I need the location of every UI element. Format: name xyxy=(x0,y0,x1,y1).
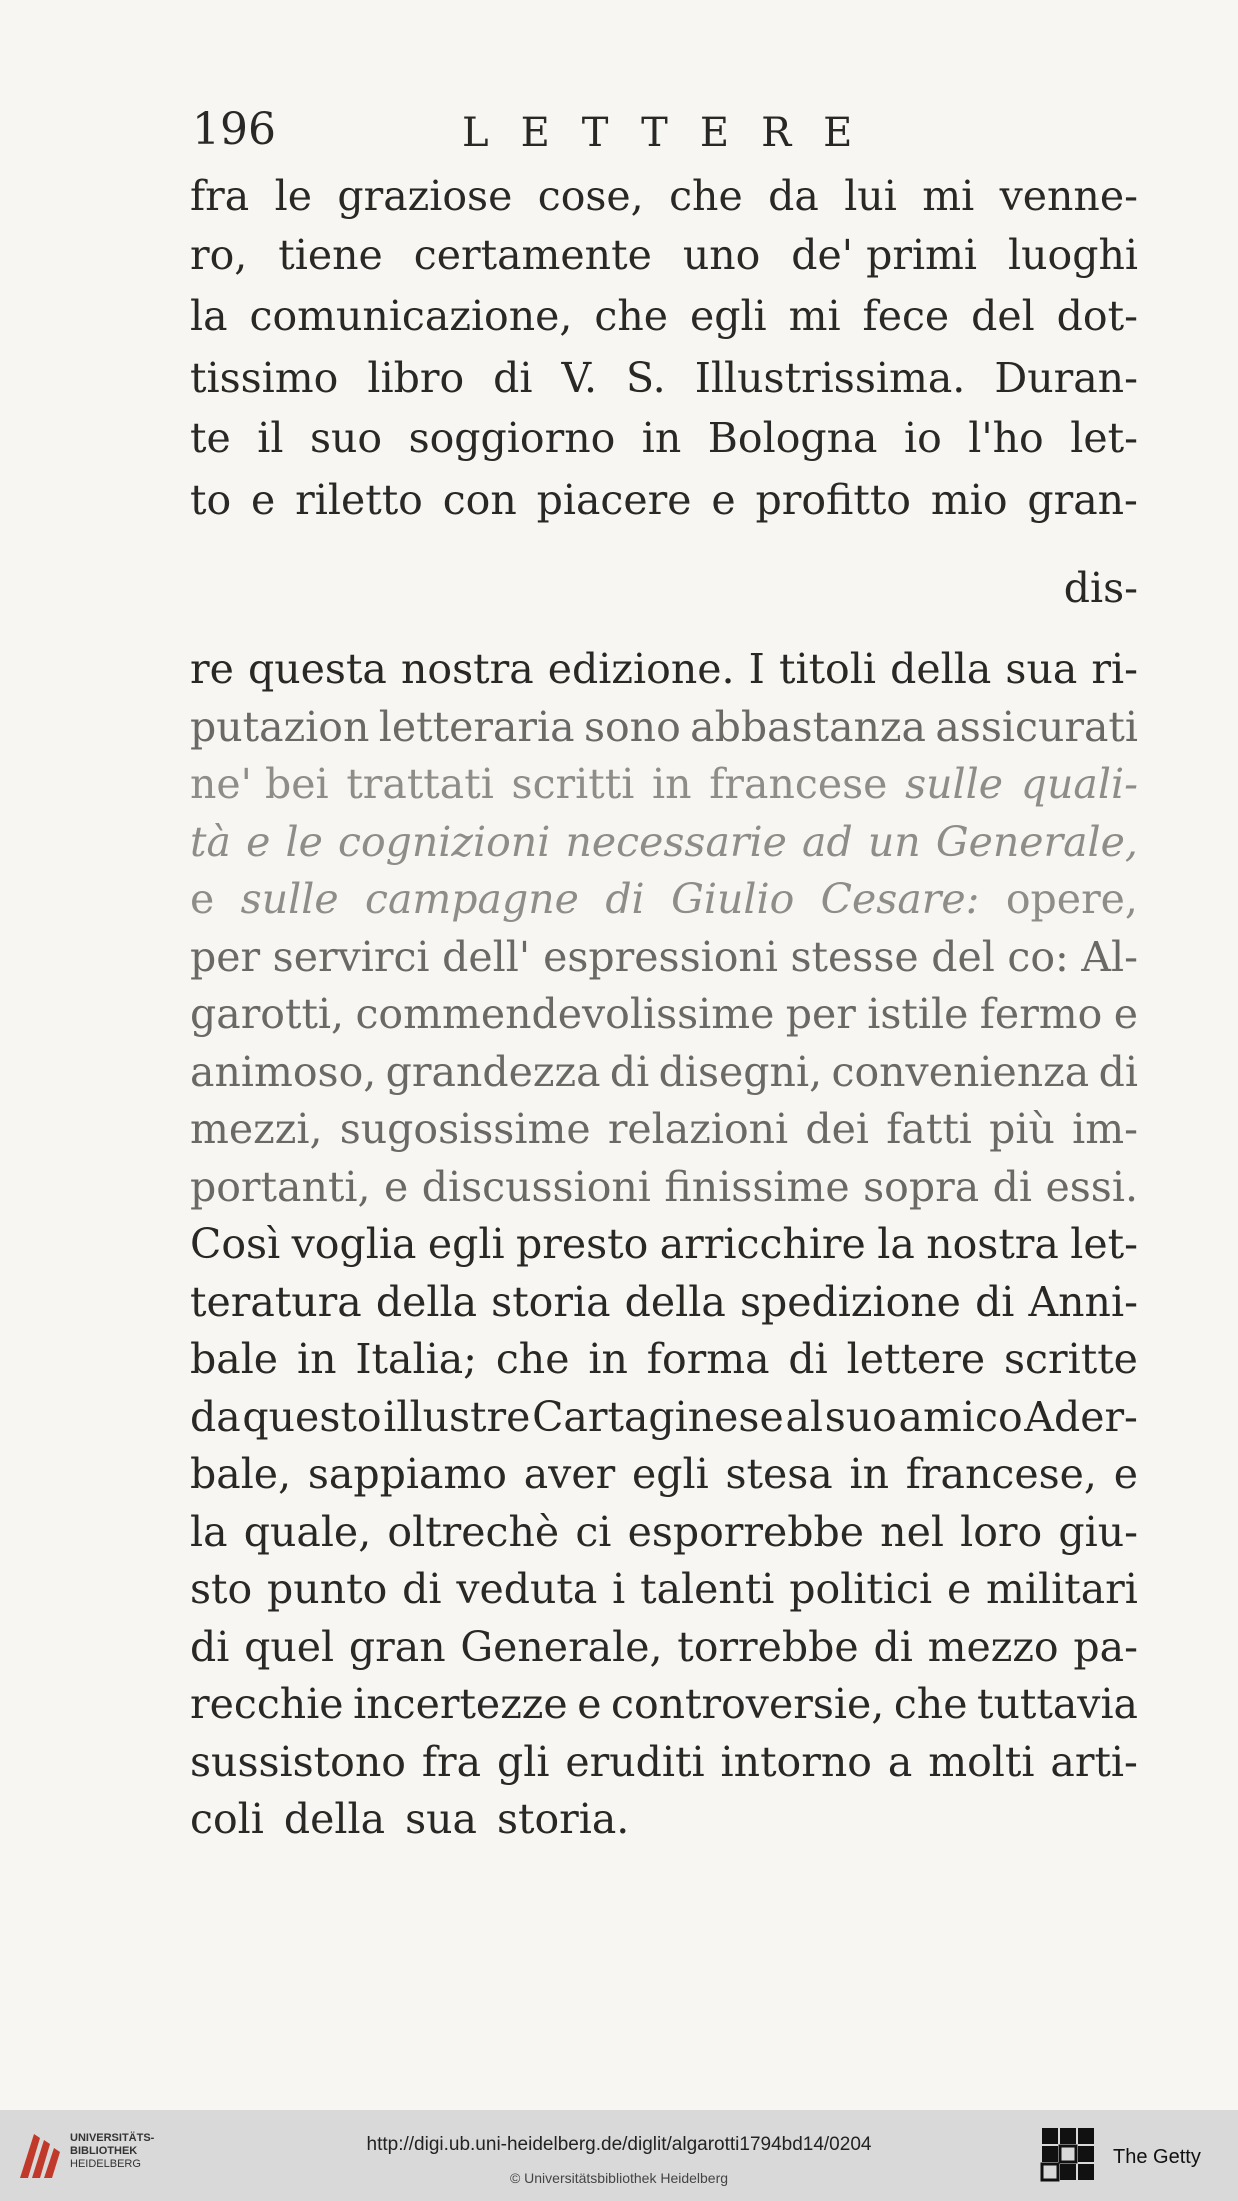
word: istile xyxy=(867,990,969,1038)
text-line xyxy=(190,412,1138,464)
word: letteraria xyxy=(378,702,575,751)
word: eruditi xyxy=(565,1737,705,1786)
word: sua xyxy=(405,1795,477,1843)
text-line xyxy=(190,931,1138,983)
word: di xyxy=(1098,1047,1138,1096)
word: grandezza xyxy=(385,1047,601,1096)
word: recchie xyxy=(190,1680,344,1728)
word: cose, xyxy=(537,172,644,220)
text-line xyxy=(190,229,1138,281)
word: libro xyxy=(367,354,465,402)
word: venne- xyxy=(999,172,1138,220)
word: mezzi, xyxy=(190,1105,323,1153)
word: ro, xyxy=(190,231,248,279)
word: comunicazione, xyxy=(249,292,573,340)
word: torrebbe xyxy=(677,1622,859,1671)
text-line xyxy=(190,758,1138,810)
word: le xyxy=(285,817,323,866)
word: nostra xyxy=(401,645,534,693)
word: egli xyxy=(689,292,767,340)
text-line xyxy=(190,290,1138,342)
word: per xyxy=(785,990,856,1038)
word: al xyxy=(785,1392,823,1441)
word: ri- xyxy=(1091,645,1138,693)
word: della xyxy=(890,645,992,693)
word: di xyxy=(873,1622,913,1671)
word: militari xyxy=(986,1565,1138,1613)
word: l'ho xyxy=(968,414,1044,462)
text-line xyxy=(190,643,1138,695)
word: animoso, xyxy=(190,1047,377,1096)
text-line xyxy=(190,170,1138,222)
text-line xyxy=(190,1391,1138,1443)
word: egli xyxy=(427,1220,505,1268)
word: fece xyxy=(862,292,950,340)
word: Cesare: xyxy=(820,875,980,923)
word: tuttavia xyxy=(977,1680,1138,1728)
word: suo xyxy=(309,414,383,462)
word: questo xyxy=(242,1392,382,1441)
word: dei xyxy=(805,1105,869,1153)
word: politici xyxy=(789,1565,933,1613)
word: di xyxy=(402,1565,442,1613)
text-line xyxy=(190,1333,1138,1385)
word: il xyxy=(257,414,284,462)
text-line xyxy=(190,1218,1138,1270)
word: commendevolissime xyxy=(355,990,775,1038)
word: te xyxy=(190,414,231,462)
word: io xyxy=(903,414,942,462)
word: Generale, xyxy=(935,817,1138,866)
word: egli xyxy=(631,1450,709,1498)
word: loro xyxy=(960,1507,1043,1556)
word: bale, xyxy=(190,1450,292,1498)
text-line xyxy=(190,873,1138,925)
word: un xyxy=(867,817,921,866)
text-line xyxy=(190,701,1138,753)
word: storia xyxy=(491,1277,611,1326)
word: discussioni xyxy=(421,1162,651,1211)
word: e xyxy=(946,1565,972,1613)
library-name-line-2: BIBLIOTHEK xyxy=(70,2145,138,2157)
word: in xyxy=(296,1335,337,1383)
word: finissime xyxy=(664,1162,850,1211)
text-line xyxy=(190,988,1138,1040)
word: necessarie xyxy=(565,817,787,866)
word: voglia xyxy=(291,1220,417,1268)
word: talenti xyxy=(640,1565,775,1613)
word: cognizioni xyxy=(338,817,551,866)
word: mio xyxy=(930,476,1008,524)
text-line xyxy=(190,816,1138,868)
word: a xyxy=(887,1737,913,1786)
word: forma xyxy=(646,1335,770,1383)
word: e xyxy=(1113,1450,1138,1498)
word: mi xyxy=(922,172,975,220)
text-line xyxy=(190,1103,1138,1155)
word: e xyxy=(251,476,276,524)
word: giu- xyxy=(1058,1507,1138,1556)
word: S. xyxy=(626,354,666,402)
word: Generale, xyxy=(460,1622,663,1671)
word: de' primi xyxy=(791,231,978,279)
word: nel xyxy=(880,1507,944,1556)
running-head: LETTERE xyxy=(462,110,885,156)
word: controversie, xyxy=(611,1680,885,1728)
word: arti- xyxy=(1050,1737,1138,1786)
word: putazion xyxy=(190,702,370,751)
word: e xyxy=(190,875,215,923)
word: let- xyxy=(1070,1220,1138,1268)
word: incertezze xyxy=(353,1680,568,1728)
word: luoghi xyxy=(1008,231,1138,279)
word: suo xyxy=(824,1392,897,1441)
page-header xyxy=(0,104,1238,164)
word: essi. xyxy=(1045,1162,1138,1211)
word: Così xyxy=(190,1220,281,1268)
word: che xyxy=(594,292,669,340)
text-line xyxy=(190,1448,1138,1500)
word: amico xyxy=(898,1392,1023,1441)
word: della xyxy=(375,1277,478,1326)
word: la xyxy=(190,292,228,340)
word: campagne xyxy=(365,875,579,923)
word: sua xyxy=(1005,645,1078,693)
word: arricchire xyxy=(659,1220,866,1268)
page-number: 196 xyxy=(192,104,276,155)
word: storia. xyxy=(496,1795,630,1843)
word: edizione. xyxy=(547,645,735,693)
word: dell' espressioni xyxy=(442,932,778,981)
word: scritte xyxy=(1004,1335,1138,1383)
text-line xyxy=(190,1678,1138,1730)
word: sugosissime xyxy=(339,1105,591,1153)
word: relazioni xyxy=(607,1105,789,1153)
word: certamente xyxy=(413,231,652,279)
word: bale xyxy=(190,1335,279,1383)
word: di xyxy=(609,1047,650,1096)
word: teratura xyxy=(190,1277,362,1326)
word: garotti, xyxy=(190,990,345,1038)
text-line xyxy=(190,1046,1138,1098)
word: trattati xyxy=(346,760,494,808)
word: in xyxy=(652,760,692,808)
word: profitto xyxy=(755,476,911,524)
word: assicurati xyxy=(935,702,1138,751)
word: fatti xyxy=(886,1105,972,1153)
word: tà xyxy=(190,817,231,866)
word: Giulio xyxy=(671,875,795,923)
word: la xyxy=(877,1220,915,1268)
word: di xyxy=(992,1162,1032,1211)
word: let- xyxy=(1070,414,1138,462)
word: di xyxy=(190,1622,230,1671)
word: di xyxy=(605,875,645,923)
word: fra xyxy=(421,1737,482,1786)
word: e xyxy=(1113,990,1138,1038)
word: tissimo xyxy=(190,354,339,402)
word: da xyxy=(190,1392,241,1441)
word: in xyxy=(641,414,682,462)
word: im- xyxy=(1072,1105,1138,1153)
word: molti xyxy=(928,1737,1035,1786)
word: esporrebbe xyxy=(627,1507,865,1556)
word: stesa xyxy=(725,1450,833,1498)
library-name-line-1: UNIVERSITÄTS- xyxy=(70,2132,155,2144)
word: le xyxy=(274,172,312,220)
word: tiene xyxy=(278,231,383,279)
getty-logo-icon xyxy=(1040,2126,1098,2186)
word: gli xyxy=(497,1737,550,1786)
word: Al- xyxy=(1081,932,1138,981)
word: re xyxy=(190,645,234,693)
word: sulle xyxy=(905,760,1004,808)
text-line xyxy=(190,1506,1138,1558)
word: pa- xyxy=(1073,1622,1138,1671)
word: servirci xyxy=(272,932,430,981)
word: abbastanza xyxy=(690,702,926,751)
word: e xyxy=(383,1162,409,1211)
catchword: dis- xyxy=(1063,564,1138,612)
word: scritti xyxy=(511,760,635,808)
word: del xyxy=(971,292,1035,340)
word: spedizione xyxy=(739,1277,961,1326)
library-name-line-3: HEIDELBERG xyxy=(70,2158,141,2170)
text-line xyxy=(190,1563,1138,1615)
word: lui xyxy=(844,172,897,220)
word: intorno xyxy=(720,1737,872,1786)
text-line xyxy=(190,1161,1138,1213)
word: Cartaginese xyxy=(532,1392,784,1441)
word: francese xyxy=(709,760,888,808)
word: più xyxy=(989,1105,1055,1153)
text-line xyxy=(190,1276,1138,1328)
word: da xyxy=(768,172,819,220)
word: lettere xyxy=(846,1335,986,1383)
text-line xyxy=(190,352,1138,404)
word: che xyxy=(893,1680,968,1728)
text-line xyxy=(190,474,1138,526)
word: Italia; xyxy=(355,1335,477,1383)
word: dot- xyxy=(1056,292,1138,340)
word: di xyxy=(493,354,533,402)
word: della xyxy=(624,1277,726,1326)
word: quali- xyxy=(1020,760,1138,808)
word: Anni- xyxy=(1028,1277,1138,1326)
word: sappiamo xyxy=(307,1450,507,1498)
word: graziose xyxy=(337,172,513,220)
word: piacere xyxy=(536,476,692,524)
word: oltrechè xyxy=(387,1507,560,1556)
word: illustre xyxy=(383,1392,531,1441)
word: di xyxy=(788,1335,828,1383)
copyright-notice: © Universitätsbibliothek Heidelberg xyxy=(509,2170,729,2186)
word: uno xyxy=(682,231,761,279)
word: in xyxy=(588,1335,628,1383)
word: ci xyxy=(575,1507,612,1556)
word: mezzo xyxy=(927,1622,1059,1671)
word: di xyxy=(975,1277,1015,1326)
word: disegni, xyxy=(658,1047,823,1096)
word: aver xyxy=(523,1450,616,1498)
word: opere, xyxy=(1005,875,1138,923)
word: la xyxy=(190,1507,228,1556)
word: to xyxy=(190,476,232,524)
word: gran- xyxy=(1027,476,1138,524)
word: V. xyxy=(561,354,598,402)
footer-bar xyxy=(0,2110,1238,2201)
word: della xyxy=(283,1795,386,1843)
word: che xyxy=(669,172,743,220)
word: con xyxy=(442,476,517,524)
word: veduta xyxy=(456,1565,598,1613)
word: mi xyxy=(788,292,841,340)
text-line xyxy=(190,1736,1138,1788)
text-line xyxy=(190,1621,1138,1673)
word: i xyxy=(612,1565,626,1613)
catchword-line xyxy=(190,562,1138,614)
word: coli xyxy=(190,1795,264,1843)
word: quel xyxy=(244,1622,335,1671)
word: fermo xyxy=(979,990,1103,1038)
word: Duran- xyxy=(994,354,1138,402)
word: sto xyxy=(190,1565,253,1613)
word: fra xyxy=(190,172,250,220)
getty-name: The Getty xyxy=(1113,2146,1201,2168)
word: sussistono xyxy=(190,1737,406,1786)
word: per xyxy=(190,932,261,981)
word: e xyxy=(246,817,271,866)
word: sulle xyxy=(240,875,339,923)
word: nostra xyxy=(926,1220,1059,1268)
permalink-url[interactable]: http://digi.ub.uni-heidelberg.de/diglit/algarotti1794bd14/0204 xyxy=(366,2134,872,2155)
word: ne' bei xyxy=(190,760,329,808)
word: francese, xyxy=(905,1450,1097,1498)
word: co: xyxy=(1007,932,1069,981)
word: in xyxy=(849,1450,889,1498)
word: convenienza xyxy=(831,1047,1090,1096)
word: Illustrissima. xyxy=(694,354,966,402)
word: titoli xyxy=(778,645,876,693)
word: soggiorno xyxy=(408,414,616,462)
word: sopra xyxy=(863,1162,980,1211)
word: I xyxy=(748,645,765,693)
word: sono xyxy=(583,702,681,751)
word: riletto xyxy=(295,476,423,524)
word: portanti, xyxy=(190,1162,371,1211)
word: questa xyxy=(248,645,387,693)
word: e xyxy=(577,1680,602,1728)
word: e xyxy=(711,476,736,524)
word: Bologna xyxy=(707,414,878,462)
word: quale, xyxy=(243,1507,372,1556)
word: del xyxy=(931,932,995,981)
word: Ader- xyxy=(1024,1392,1138,1441)
word: che xyxy=(495,1335,570,1383)
word: gran xyxy=(348,1622,446,1671)
text-line xyxy=(190,1793,1138,1845)
word: punto xyxy=(267,1565,388,1613)
word: stesse xyxy=(790,932,919,981)
word: presto xyxy=(516,1220,649,1268)
word: ad xyxy=(802,817,853,866)
